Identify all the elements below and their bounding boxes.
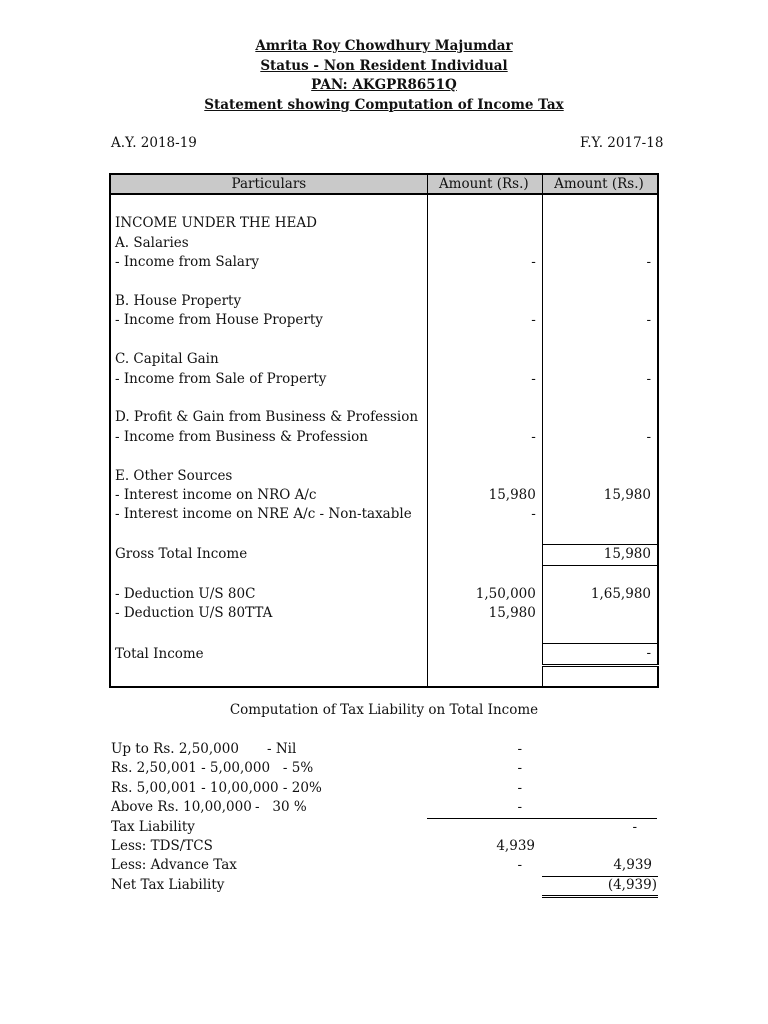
cell-particular: [110, 624, 427, 644]
cell-particular: [110, 273, 427, 292]
table-row: [110, 370, 658, 389]
slab4-range: Above Rs. 10,00,000: [111, 799, 252, 815]
net-tax-liability-value: (4,939): [607, 877, 657, 893]
advance-tax-label: Less: Advance Tax: [111, 857, 237, 873]
advance-tax-value: -: [517, 857, 522, 873]
cell-particular: Total Income: [110, 644, 427, 665]
table-row: [110, 565, 658, 585]
cell-amount-2: [542, 331, 658, 350]
table-row: [110, 467, 658, 486]
table-row: [110, 486, 658, 505]
income-computation-table: [109, 173, 659, 688]
cell-amount-2: -: [646, 254, 651, 271]
cell-amount-2: 15,980: [542, 545, 658, 565]
col-particulars: Particulars: [110, 174, 427, 194]
cell-amount-1: [427, 194, 542, 214]
cell-particular: [110, 447, 427, 466]
cell-amount-2: [542, 565, 658, 585]
cell-amount-2: [542, 525, 658, 545]
cell-amount-1: -: [427, 505, 542, 524]
slab2-value: -: [517, 760, 522, 776]
cell-amount-2: 1,65,980: [590, 586, 651, 603]
financial-year: F.Y. 2017-18: [580, 135, 664, 151]
slab1-range: Up to Rs. 2,50,000: [111, 741, 239, 757]
table-row: [110, 214, 658, 233]
slab1-rate: - Nil: [267, 741, 297, 757]
col-amount-2: Amount (Rs.): [542, 174, 658, 194]
cell-amount-1: [427, 467, 542, 486]
table-row: [110, 408, 658, 427]
tax-liability-value: -: [632, 819, 637, 835]
slab4-value: -: [517, 799, 522, 815]
cell-amount-2: [542, 273, 658, 292]
col-amount-1: Amount (Rs.): [427, 174, 542, 194]
cell-amount-2: [542, 389, 658, 408]
cell-amount-2: [542, 214, 658, 233]
cell-amount-2: -: [646, 428, 651, 445]
cell-amount-1: [427, 273, 542, 292]
cell-amount-2: [542, 447, 658, 466]
cell-particular: [110, 194, 427, 214]
cell-amount-1: [427, 644, 542, 665]
cell-particular: INCOME UNDER THE HEAD: [110, 214, 427, 233]
tax-computation-title: Computation of Tax Liability on Total Income: [229, 702, 539, 718]
table-row: [110, 331, 658, 350]
cell-particular: - Interest income on NRO A/c: [110, 486, 427, 505]
cell-amount-2: [542, 350, 658, 369]
cell-particular: D. Profit & Gain from Business & Profession: [110, 408, 427, 427]
slab1-value: -: [517, 741, 522, 757]
table-row: [110, 194, 658, 214]
cell-amount-1: 1,50,000: [427, 585, 542, 604]
cell-particular: [110, 565, 427, 585]
table-row: [110, 447, 658, 466]
cell-amount-1: [427, 545, 542, 565]
taxpayer-name: Amrita Roy Chowdhury Majumdar: [255, 38, 513, 54]
table-row: [110, 585, 658, 604]
cell-particular: A. Salaries: [110, 234, 427, 253]
slab3-label: Rs. 5,00,001 - 10,00,000 - 20%: [111, 780, 322, 796]
cell-particular: C. Capital Gain: [110, 350, 427, 369]
table-row: [110, 525, 658, 545]
table-row-total-income: [110, 644, 658, 665]
table-row: [110, 311, 658, 330]
table-row: [110, 505, 658, 524]
cell-particular: B. House Property: [110, 292, 427, 311]
table-row: [110, 389, 658, 408]
cell-amount-1: [427, 292, 542, 311]
cell-amount-1: [427, 331, 542, 350]
cell-particular: - Deduction U/S 80TTA: [110, 604, 427, 623]
table-row: [110, 234, 658, 253]
cell-amount-1: [427, 525, 542, 545]
cell-amount-1: 15,980: [427, 486, 542, 505]
cell-amount-2: -: [542, 644, 658, 665]
table-row: [110, 350, 658, 369]
net-tax-liability-label: Net Tax Liability: [111, 877, 225, 893]
cell-amount-2: [542, 665, 658, 687]
cell-amount-1: [427, 350, 542, 369]
cell-particular: [110, 525, 427, 545]
cell-particular: [110, 665, 427, 687]
cell-amount-1: [427, 389, 542, 408]
table-row: [110, 665, 658, 687]
cell-amount-1: 15,980: [427, 604, 542, 623]
tds-value: 4,939: [496, 838, 535, 854]
cell-amount-1: [427, 234, 542, 253]
cell-amount-2: -: [646, 312, 651, 329]
less-total-value: 4,939: [613, 857, 652, 873]
cell-amount-1: -: [427, 253, 542, 272]
statement-title: Statement showing Computation of Income Tax: [204, 97, 564, 113]
cell-particular: - Income from Business & Profession: [110, 428, 427, 447]
cell-amount-2: -: [646, 370, 651, 387]
cell-amount-1: [427, 565, 542, 585]
cell-particular: - Income from Sale of Property: [110, 370, 427, 389]
cell-amount-1: [427, 447, 542, 466]
cell-amount-2: [542, 194, 658, 214]
cell-particular: - Income from Salary: [110, 253, 427, 272]
cell-amount-1: -: [427, 370, 542, 389]
table-row: [110, 253, 658, 272]
cell-amount-2: [542, 408, 658, 427]
net-rule-double: [542, 895, 658, 898]
cell-particular: - Income from House Property: [110, 311, 427, 330]
slab2-label: Rs. 2,50,001 - 5,00,000 - 5%: [111, 760, 314, 776]
cell-amount-2: [542, 467, 658, 486]
table-row-gross-total: [110, 545, 658, 565]
cell-amount-2: [542, 505, 658, 524]
table-header-row: [110, 174, 658, 194]
slab3-value: -: [517, 780, 522, 796]
cell-particular: Gross Total Income: [110, 545, 427, 565]
cell-amount-2: [542, 292, 658, 311]
cell-particular: [110, 331, 427, 350]
tax-liability-label: Tax Liability: [111, 819, 195, 835]
tds-label: Less: TDS/TCS: [111, 838, 213, 854]
cell-amount-1: [427, 408, 542, 427]
cell-particular: - Deduction U/S 80C: [110, 585, 427, 604]
cell-amount-1: [427, 665, 542, 687]
table-row: [110, 292, 658, 311]
cell-amount-1: -: [427, 428, 542, 447]
table-row: [110, 624, 658, 644]
slab4-rate: - 30 %: [255, 799, 307, 815]
residential-status: Status - Non Resident Individual: [260, 58, 508, 74]
table-row: [110, 428, 658, 447]
table-row: [110, 604, 658, 623]
cell-amount-2: [542, 604, 658, 623]
cell-amount-2: 15,980: [603, 487, 651, 504]
cell-amount-1: [427, 214, 542, 233]
pan-number: PAN: AKGPR8651Q: [311, 77, 457, 93]
cell-amount-2: [542, 234, 658, 253]
cell-particular: E. Other Sources: [110, 467, 427, 486]
table-row: [110, 273, 658, 292]
cell-particular: [110, 389, 427, 408]
cell-amount-1: [427, 624, 542, 644]
cell-particular: - Interest income on NRE A/c - Non-taxable: [110, 505, 427, 524]
assessment-year: A.Y. 2018-19: [111, 135, 197, 151]
cell-amount-2: [542, 624, 658, 644]
cell-amount-1: -: [427, 311, 542, 330]
